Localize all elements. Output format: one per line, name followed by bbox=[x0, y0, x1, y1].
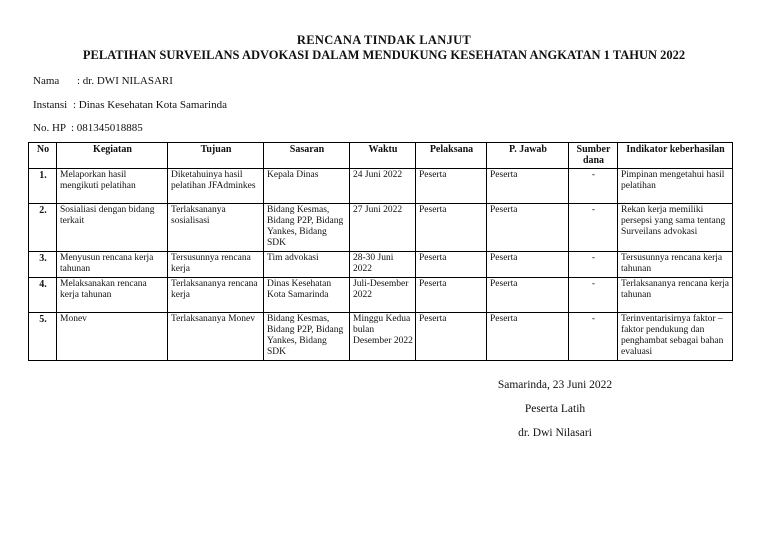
instansi-value: : Dinas Kesehatan Kota Samarinda bbox=[73, 99, 227, 111]
header-waktu: Waktu bbox=[350, 143, 416, 169]
nama-label: Nama bbox=[33, 75, 60, 87]
cell-no: 1. bbox=[29, 169, 57, 204]
cell-tujuan: Tersusunnya rencana kerja bbox=[168, 252, 264, 278]
header-tujuan: Tujuan bbox=[168, 143, 264, 169]
cell-indikator: Pimpinan mengetahui hasil pelatihan bbox=[618, 169, 733, 204]
cell-p-jawab: Peserta bbox=[487, 252, 569, 278]
cell-no: 2. bbox=[29, 204, 57, 252]
cell-pelaksana: Peserta bbox=[416, 278, 487, 313]
document-subtitle: PELATIHAN SURVEILANS ADVOKASI DALAM MENDUKUNG KESEHATAN ANGKATAN 1 TAHUN 2022 bbox=[82, 48, 686, 62]
header-indikator: Indikator keberhasilan bbox=[618, 143, 733, 169]
cell-waktu: 24 Juni 2022 bbox=[350, 169, 416, 204]
hp-label: No. HP bbox=[33, 122, 67, 134]
header-kegiatan: Kegiatan bbox=[57, 143, 168, 169]
cell-p-jawab: Peserta bbox=[487, 278, 569, 313]
table-row bbox=[29, 204, 733, 252]
cell-sumber-dana: - bbox=[569, 252, 618, 278]
cell-pelaksana: Peserta bbox=[416, 252, 487, 278]
cell-no: 3. bbox=[29, 252, 57, 278]
cell-sumber-dana: - bbox=[569, 278, 618, 313]
cell-sasaran: Tim advokasi bbox=[264, 252, 350, 278]
cell-tujuan: Terlaksananya rencana kerja bbox=[168, 278, 264, 313]
cell-sumber-dana: - bbox=[569, 204, 618, 252]
header-no: No bbox=[29, 143, 57, 169]
header-sumber-dana: Sumber dana bbox=[569, 143, 618, 169]
cell-indikator: Terinventarisirnya faktor – faktor pendukung dan penghambat sebagai bahan evaluasi bbox=[618, 313, 733, 361]
cell-kegiatan: Monev bbox=[57, 313, 168, 361]
table-row bbox=[29, 252, 733, 278]
cell-pelaksana: Peserta bbox=[416, 169, 487, 204]
cell-no: 4. bbox=[29, 278, 57, 313]
hp-value: : 081345018885 bbox=[71, 122, 143, 134]
cell-pelaksana: Peserta bbox=[416, 313, 487, 361]
cell-tujuan: Terlaksananya sosialisasi bbox=[168, 204, 264, 252]
cell-sasaran: Bidang Kesmas, Bidang P2P, Bidang Yankes, Bidang SDK bbox=[264, 204, 350, 252]
cell-indikator: Rekan kerja memiliki persepsi yang sama tentang Surveilans advokasi bbox=[618, 204, 733, 252]
header-p-jawab: P. Jawab bbox=[487, 143, 569, 169]
action-plan-table bbox=[28, 142, 733, 361]
cell-indikator: Tersusunnya rencana kerja tahunan bbox=[618, 252, 733, 278]
cell-kegiatan: Menyusun rencana kerja tahunan bbox=[57, 252, 168, 278]
cell-sumber-dana: - bbox=[569, 313, 618, 361]
instansi-label: Instansi bbox=[33, 99, 68, 111]
info-instansi bbox=[33, 99, 227, 111]
cell-p-jawab: Peserta bbox=[487, 204, 569, 252]
document-title: RENCANA TINDAK LANJUT bbox=[296, 33, 472, 47]
cell-tujuan: Diketahuinya hasil pelatihan JFAdminkes bbox=[168, 169, 264, 204]
table-header-row bbox=[29, 143, 733, 169]
cell-p-jawab: Peserta bbox=[487, 169, 569, 204]
info-nama bbox=[33, 75, 173, 87]
cell-waktu: 28-30 Juni 2022 bbox=[350, 252, 416, 278]
cell-kegiatan: Melaporkan hasil mengikuti pelatihan bbox=[57, 169, 168, 204]
info-hp bbox=[33, 122, 143, 134]
cell-kegiatan: Sosialiasi dengan bidang terkait bbox=[57, 204, 168, 252]
table-row bbox=[29, 169, 733, 204]
cell-sasaran: Bidang Kesmas, Bidang P2P, Bidang Yankes, Bidang SDK bbox=[264, 313, 350, 361]
cell-pelaksana: Peserta bbox=[416, 204, 487, 252]
cell-waktu: Minggu Kedua bulan Desember 2022 bbox=[350, 313, 416, 361]
signature-role: Peserta Latih bbox=[524, 403, 586, 415]
header-pelaksana: Pelaksana bbox=[416, 143, 487, 169]
cell-sumber-dana: - bbox=[569, 169, 618, 204]
signature-name: dr. Dwi Nilasari bbox=[518, 427, 592, 439]
cell-waktu: Juli-Desember 2022 bbox=[350, 278, 416, 313]
cell-sasaran: Kepala Dinas bbox=[264, 169, 350, 204]
signature-place-date: Samarinda, 23 Juni 2022 bbox=[497, 379, 613, 391]
cell-tujuan: Terlaksananya Monev bbox=[168, 313, 264, 361]
cell-sasaran: Dinas Kesehatan Kota Samarinda bbox=[264, 278, 350, 313]
cell-indikator: Terlaksananya rencana kerja tahunan bbox=[618, 278, 733, 313]
cell-no: 5. bbox=[29, 313, 57, 361]
nama-value: : dr. DWI NILASARI bbox=[77, 75, 173, 87]
cell-waktu: 27 Juni 2022 bbox=[350, 204, 416, 252]
cell-p-jawab: Peserta bbox=[487, 313, 569, 361]
table-row bbox=[29, 313, 733, 361]
table-row bbox=[29, 278, 733, 313]
header-sasaran: Sasaran bbox=[264, 143, 350, 169]
cell-kegiatan: Melaksanakan rencana kerja tahunan bbox=[57, 278, 168, 313]
